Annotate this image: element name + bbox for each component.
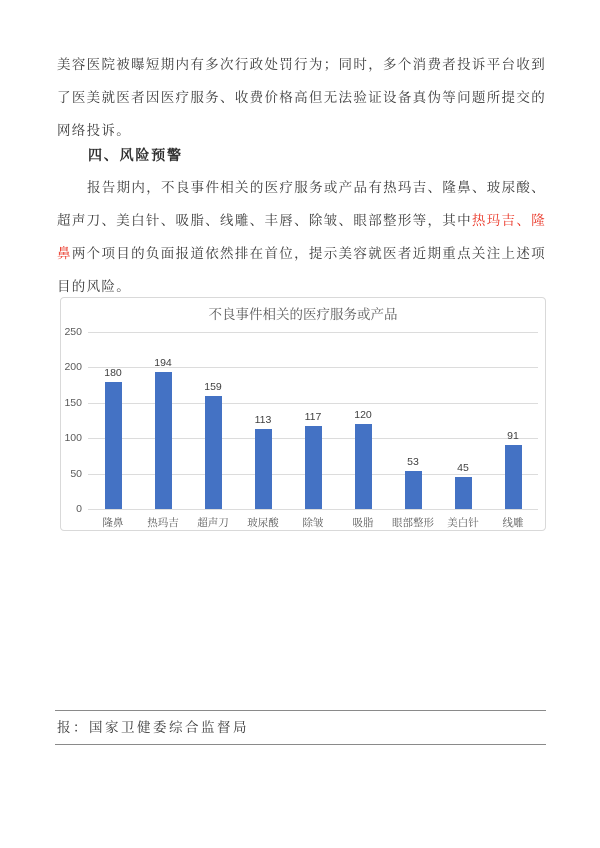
chart-gridline (88, 509, 538, 510)
bar-value-label: 194 (154, 356, 172, 369)
y-axis-tick-label: 50 (70, 467, 82, 480)
x-axis-category-label: 超声刀 (197, 517, 229, 529)
x-axis-category-label: 除皱 (302, 517, 324, 529)
bar (205, 396, 222, 509)
x-axis-category-label: 玻尿酸 (247, 517, 279, 529)
bar-group (238, 332, 288, 509)
bar-group (288, 332, 338, 509)
bar (405, 471, 422, 509)
paragraph-complaints: 美容医院被曝短期内有多次行政处罚行为；同时，多个消费者投诉平台收到了医美就医者因医疗服务、收费价格高但无法验证设备真伪等问题所提交的网络投诉。 (57, 57, 546, 139)
bar-value-label: 113 (254, 414, 272, 426)
chart-title: 不良事件相关的医疗服务或产品 (208, 307, 398, 322)
paragraph-risk-warning (57, 172, 546, 304)
distribution-note (55, 710, 546, 745)
x-axis-category-label: 吸脂 (352, 517, 374, 529)
bar (155, 372, 172, 509)
bar-value-label: 53 (407, 456, 419, 469)
bar (505, 445, 522, 509)
section-heading: 四、风险预警 (88, 148, 183, 164)
y-axis-tick-label: 100 (64, 432, 82, 445)
chart-bars-area (88, 332, 538, 509)
bar-group (388, 332, 438, 509)
y-axis-tick-label: 250 (64, 326, 82, 338)
paragraph-risk-warning-tail: 两个项目的负面报道依然排在首位，提示美容就医者近期重点关注上述项目的风险。 (57, 246, 546, 295)
x-axis-category-row (88, 515, 538, 530)
bar-group (338, 332, 388, 509)
highlighted-risk-items: 热玛吉、隆鼻 (57, 213, 546, 262)
x-axis-category-label: 热玛吉 (147, 517, 179, 529)
x-axis-category-label: 线雕 (502, 517, 524, 529)
bar-group (188, 332, 238, 509)
bar (105, 382, 122, 509)
x-axis-category-label: 美白针 (447, 517, 479, 529)
bar-value-label: 45 (457, 462, 469, 475)
bar-group (88, 332, 138, 509)
bar-value-label: 159 (204, 381, 222, 394)
x-axis-category-label: 隆鼻 (102, 517, 124, 529)
bar-value-label: 180 (104, 366, 122, 379)
y-axis-tick-label: 150 (64, 396, 82, 409)
distribution-note-text: 报：国家卫健委综合监督局 (57, 720, 249, 736)
bar-group (488, 332, 538, 509)
y-axis-tick-label: 0 (76, 503, 82, 515)
bar-value-label: 91 (507, 429, 519, 442)
bar (355, 424, 372, 509)
bar (255, 429, 272, 509)
paragraph-risk-warning-lead: 报告期内，不良事件相关的医疗服务或产品有热玛吉、隆鼻、玻尿酸、超声刀、美白针、吸脂、线雕、丰唇、除皱、眼部整形等，其中 (57, 180, 546, 229)
x-axis-category-label: 眼部整形 (392, 517, 434, 529)
bar-chart (60, 297, 546, 531)
bar-value-label: 120 (354, 409, 372, 422)
bar (455, 477, 472, 509)
bar-group (438, 332, 488, 509)
y-axis-tick-label: 200 (64, 361, 82, 374)
bar-value-label: 117 (304, 411, 322, 424)
bar-group (138, 332, 188, 509)
bar (305, 426, 322, 509)
